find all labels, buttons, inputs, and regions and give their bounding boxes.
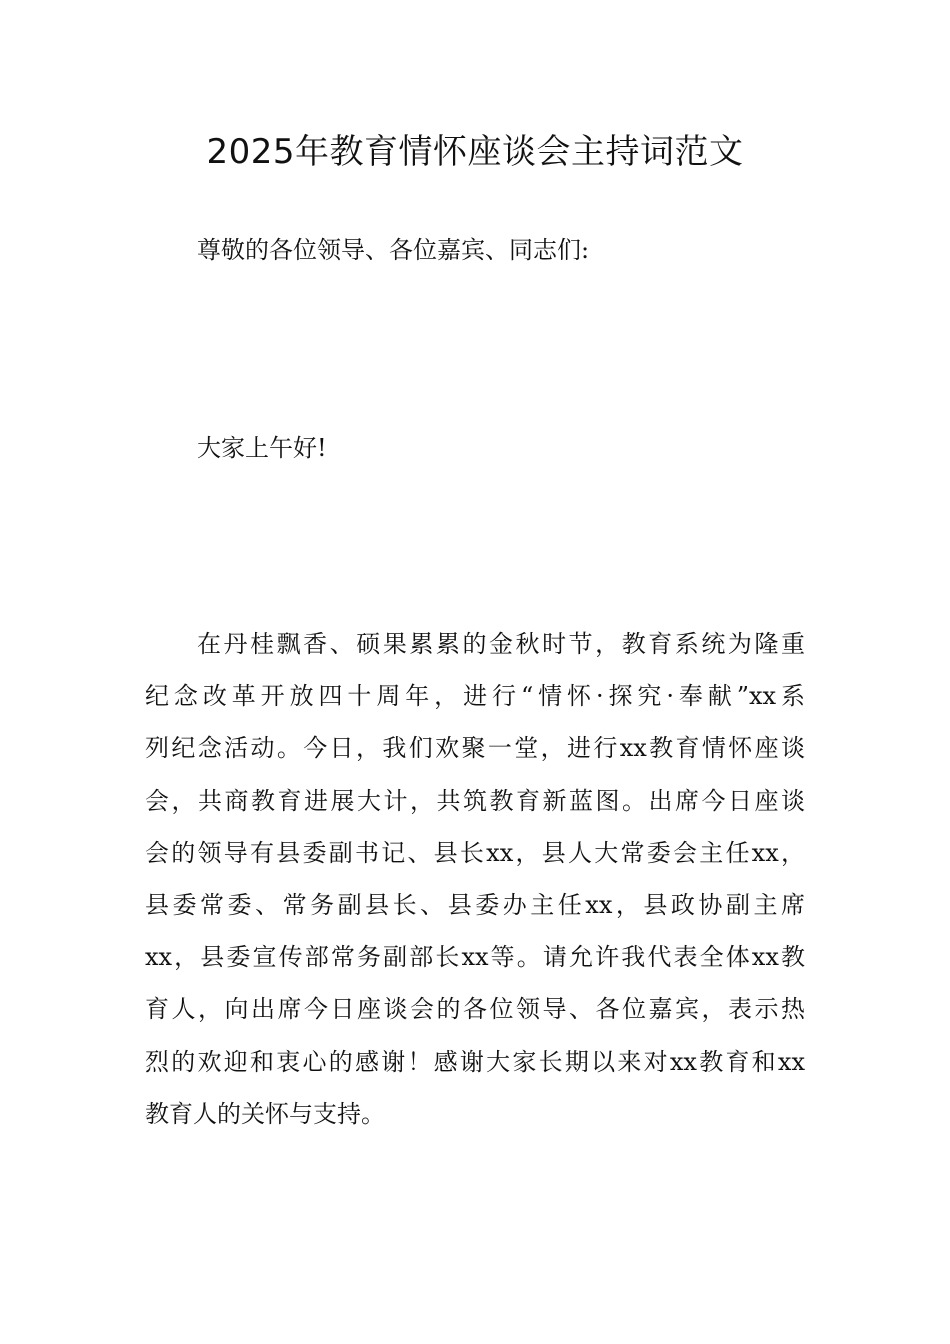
body-paragraph bbox=[145, 626, 805, 1148]
greeting-line: 大家上午好! bbox=[197, 434, 327, 462]
paragraph-line: xx，县委宣传部常务副部长xx等。请允许我代表全体xx教 bbox=[145, 943, 805, 972]
paragraph-line: 会，共商教育进展大计，共筑教育新蓝图。出席今日座谈 bbox=[145, 786, 805, 815]
document-title: 2025年教育情怀座谈会主持词范文 bbox=[206, 132, 744, 172]
paragraph-line: 育人，向出席今日座谈会的各位领导、各位嘉宾，表示热 bbox=[145, 995, 805, 1024]
paragraph-line: 在丹桂飘香、硕果累累的金秋时节，教育系统为隆重 bbox=[197, 630, 805, 658]
paragraph-line: 教育人的关怀与支持。 bbox=[145, 1099, 385, 1128]
salutation-line: 尊敬的各位领导、各位嘉宾、同志们: bbox=[197, 236, 590, 264]
paragraph-line: 纪念改革开放四十周年，进行“情怀·探究·奉献”xx系 bbox=[145, 682, 805, 711]
paragraph-line: 会的领导有县委副书记、县长xx，县人大常委会主任xx， bbox=[145, 838, 805, 867]
paragraph-line: 县委常委、常务副县长、县委办主任xx，县政协副主席 bbox=[145, 890, 805, 919]
paragraph-line: 列纪念活动。今日，我们欢聚一堂，进行xx教育情怀座谈 bbox=[145, 734, 805, 763]
paragraph-line: 烈的欢迎和衷心的感谢！感谢大家长期以来对xx教育和xx bbox=[145, 1047, 805, 1076]
